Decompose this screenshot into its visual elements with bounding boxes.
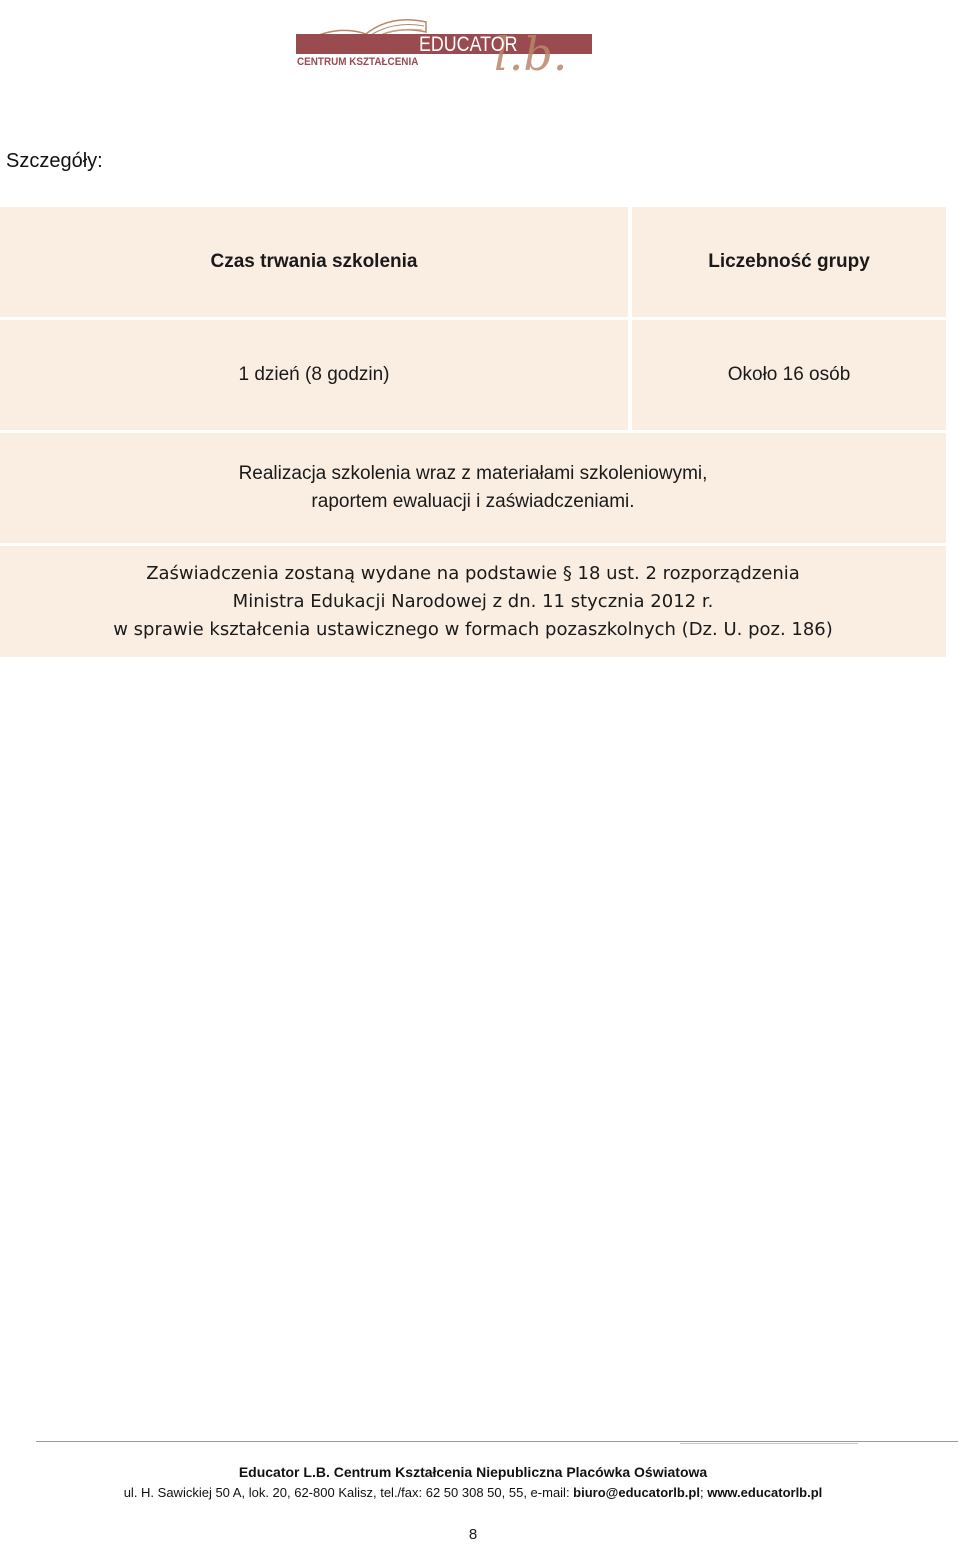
- table-row: [0, 433, 946, 543]
- details-table: [0, 207, 946, 657]
- certificate-line-2: Ministra Edukacji Narodowej z dn. 11 stycznia 2012 r.: [232, 590, 714, 612]
- footer-website-link[interactable]: www.educatorlb.pl: [707, 1485, 823, 1500]
- realization-cell: [0, 433, 946, 543]
- footer-address: ul. H. Sawickiej 50 A, lok. 20, 62-800 Kalisz, tel./fax: 62 50 308 50, 55, e-mail:: [123, 1485, 574, 1500]
- footer-divider: [36, 1441, 958, 1442]
- certificate-line-1: Zaświadczenia zostaną wydane na podstawie § 18 ust. 2 rozporządzenia: [146, 562, 800, 584]
- table-row: [0, 546, 946, 657]
- group-size-value-cell: Około 16 osób: [632, 320, 946, 430]
- certificate-cell: [0, 546, 946, 657]
- details-heading: Szczegóły:: [6, 150, 103, 172]
- footer-organization: Educator L.B. Centrum Kształcenia Niepubliczna Placówka Oświatowa: [238, 1464, 708, 1480]
- footer-divider-accent: [680, 1443, 858, 1444]
- page-number: 8: [468, 1526, 478, 1543]
- logo-script-text: l.b.: [494, 27, 568, 74]
- duration-value-cell: 1 dzień (8 godzin): [0, 320, 628, 430]
- table-row: [0, 320, 946, 430]
- footer-contact: [0, 1485, 946, 1500]
- duration-header-cell: Czas trwania szkolenia: [0, 207, 628, 317]
- footer-email-link[interactable]: biuro@educatorlb.pl: [573, 1485, 700, 1500]
- footer-separator: ;: [699, 1485, 708, 1500]
- realization-line-2: raportem ewaluacji i zaświadczeniami.: [311, 491, 635, 512]
- realization-line-1: Realizacja szkolenia wraz z materiałami szkoleniowymi,: [238, 463, 708, 484]
- table-row: [0, 207, 946, 317]
- logo-brand-text: EDUCATOR: [419, 33, 518, 56]
- group-size-header-cell: Liczebność grupy: [632, 207, 946, 317]
- certificate-line-3: w sprawie kształcenia ustawicznego w formach pozaszkolnych (Dz. U. poz. 186): [113, 618, 833, 640]
- logo-subtitle-text: CENTRUM KSZTAŁCENIA: [297, 56, 419, 68]
